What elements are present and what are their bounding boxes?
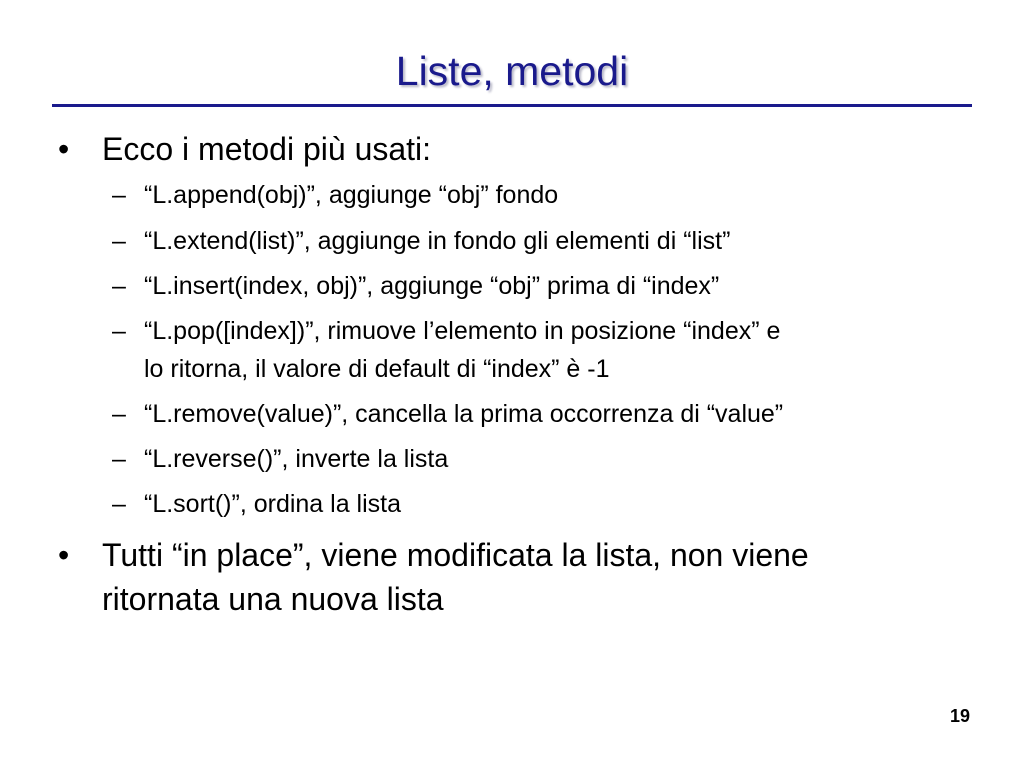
dash-marker: – — [112, 400, 126, 428]
bullet-text-line: Tutti “in place”, viene modificata la lista, non viene — [102, 537, 809, 573]
bullet-text: Ecco i metodi più usati: — [102, 131, 432, 167]
dash-marker: – — [112, 272, 126, 300]
sub-bullet-text: “L.remove(value)”, cancella la prima occorrenza di “value” — [144, 400, 784, 428]
sub-bullet-text: “L.extend(list)”, aggiunge in fondo gli elementi di “list” — [144, 227, 731, 255]
sub-bullet-text: “L.reverse()”, inverte la lista — [144, 445, 449, 473]
page-number: 19 — [949, 706, 970, 726]
dash-marker: – — [112, 227, 126, 255]
sub-bullet-text: “L.append(obj)”, aggiunge “obj” fondo — [144, 181, 559, 209]
dash-marker: – — [112, 490, 126, 518]
sub-bullet-text-line: “L.pop([index])”, rimuove l’elemento in posizione “index” e — [144, 317, 781, 345]
bullet-text-line: ritornata una nuova lista — [102, 581, 444, 617]
sub-bullet-text-line: lo ritorna, il valore di default di “index” è -1 — [144, 355, 610, 383]
dash-marker: – — [112, 317, 126, 345]
slide-title: Liste, metodi — [395, 48, 629, 94]
sub-bullet-text: “L.insert(index, obj)”, aggiunge “obj” prima di “index” — [144, 272, 720, 300]
title-underline — [52, 104, 972, 107]
bullet-marker: • — [58, 537, 70, 573]
sub-bullet-text: “L.sort()”, ordina la lista — [144, 490, 402, 518]
dash-marker: – — [112, 181, 126, 209]
bullet-marker: • — [58, 131, 70, 167]
dash-marker: – — [112, 445, 126, 473]
